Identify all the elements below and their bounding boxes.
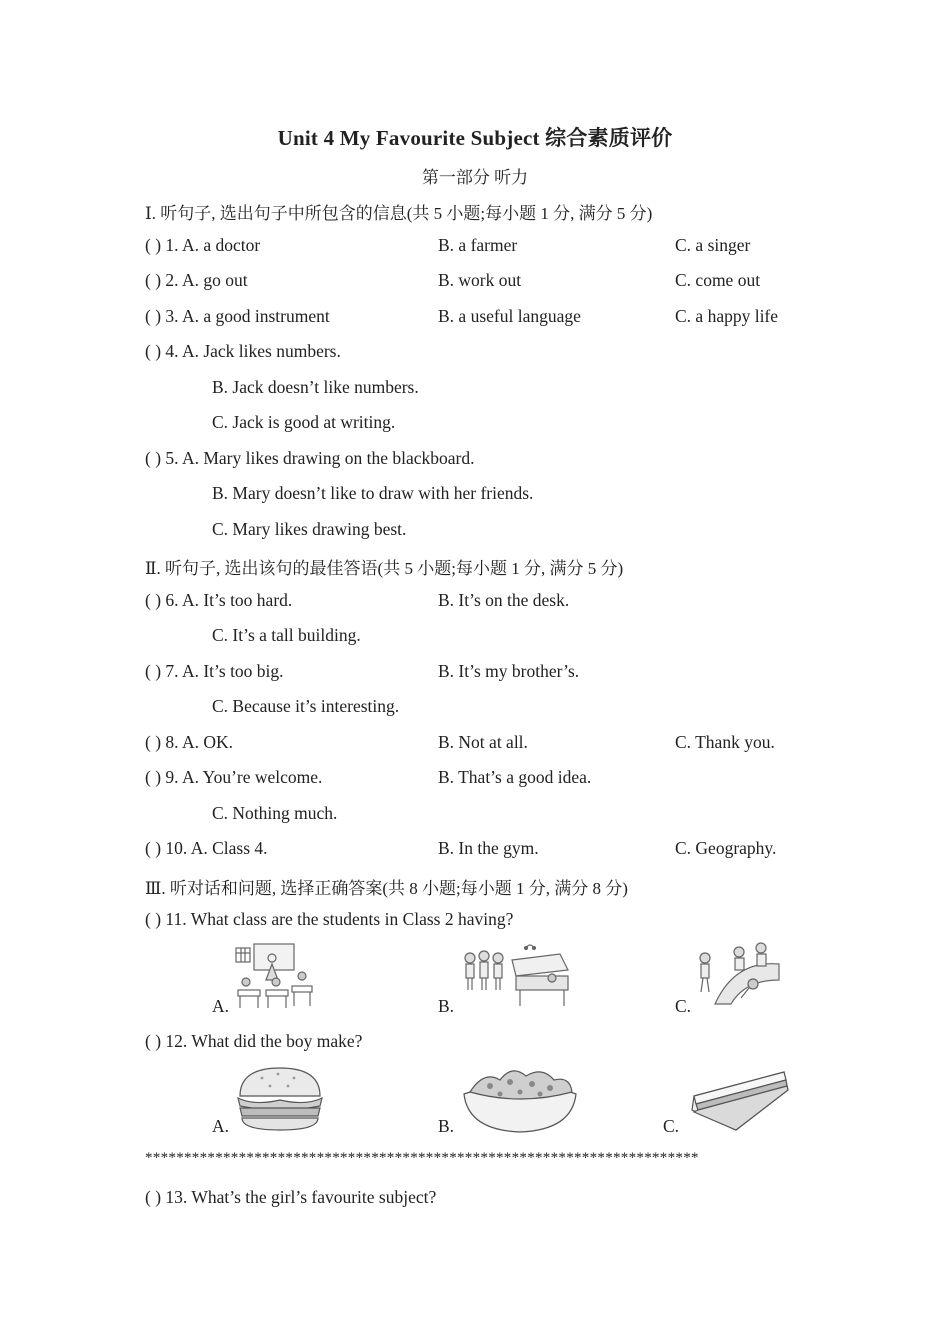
classroom-icon [232,940,318,1012]
separator-stars: *********************************************************************** [145,1150,699,1166]
salad-icon [460,1064,580,1136]
q5-option-a: ( ) 5. A. Mary likes drawing on the blackboard. [145,448,475,468]
q4-option-c: C. Jack is good at writing. [212,412,396,432]
section-1-heading: Ⅰ. 听句子, 选出句子中所包含的信息(共 5 小题;每小题 1 分, 满分 5 分) [145,204,653,223]
q3-option-b: B. a useful language [438,306,581,326]
q7-option-c: C. Because it’s interesting. [212,696,400,716]
q1-option-b: B. a farmer [438,235,518,255]
q9-option-a: ( ) 9. A. You’re welcome. [145,767,323,787]
q3-option-c: C. a happy life [675,306,779,326]
q12-question: ( ) 12. What did the boy make? [145,1031,363,1051]
q8-option-a: ( ) 8. A. OK. [145,732,233,752]
q8-option-b: B. Not at all. [438,732,528,752]
section-2-heading: Ⅱ. 听句子, 选出该句的最佳答语(共 5 小题;每小题 1 分, 满分 5 分) [145,559,624,578]
q7-option-a: ( ) 7. A. It’s too big. [145,661,284,681]
hamburger-icon [234,1066,326,1134]
q10-option-b: B. In the gym. [438,838,539,858]
q13-question: ( ) 13. What’s the girl’s favourite subject? [145,1187,437,1207]
q12-label-a: A. [212,1116,230,1136]
q8-option-c: C. Thank you. [675,732,775,752]
q7-option-b: B. It’s my brother’s. [438,661,580,681]
q12-label-c: C. [663,1116,680,1136]
q1-option-a: ( ) 1. A. a doctor [145,235,261,255]
music-class-icon [460,940,576,1010]
q11-label-b: B. [438,996,455,1016]
q2-option-c: C. come out [675,270,761,290]
part-heading: 第一部分 听力 [421,168,529,187]
q5-option-b: B. Mary doesn’t like to draw with her friends. [212,483,534,503]
pe-class-icon [695,940,783,1008]
q10-option-a: ( ) 10. A. Class 4. [145,838,268,858]
q10-option-c: C. Geography. [675,838,777,858]
q5-option-c: C. Mary likes drawing best. [212,519,407,539]
q11-label-a: A. [212,996,230,1016]
q6-option-c: C. It’s a tall building. [212,625,361,645]
q12-label-b: B. [438,1116,455,1136]
q6-option-b: B. It’s on the desk. [438,590,570,610]
q2-option-b: B. work out [438,270,522,290]
page-title: Unit 4 My Favourite Subject 综合素质评价 [277,126,673,150]
q9-option-c: C. Nothing much. [212,803,338,823]
q3-option-a: ( ) 3. A. a good instrument [145,306,330,326]
q4-option-a: ( ) 4. A. Jack likes numbers. [145,341,341,361]
q1-option-c: C. a singer [675,235,751,255]
q9-option-b: B. That’s a good idea. [438,767,592,787]
q6-option-a: ( ) 6. A. It’s too hard. [145,590,293,610]
q11-question: ( ) 11. What class are the students in Class 2 having? [145,909,514,929]
section-3-heading: Ⅲ. 听对话和问题, 选择正确答案(共 8 小题;每小题 1 分, 满分 8 分) [145,879,628,898]
sandwich-icon [688,1068,792,1134]
q11-label-c: C. [675,996,692,1016]
q4-option-b: B. Jack doesn’t like numbers. [212,377,419,397]
q2-option-a: ( ) 2. A. go out [145,270,248,290]
